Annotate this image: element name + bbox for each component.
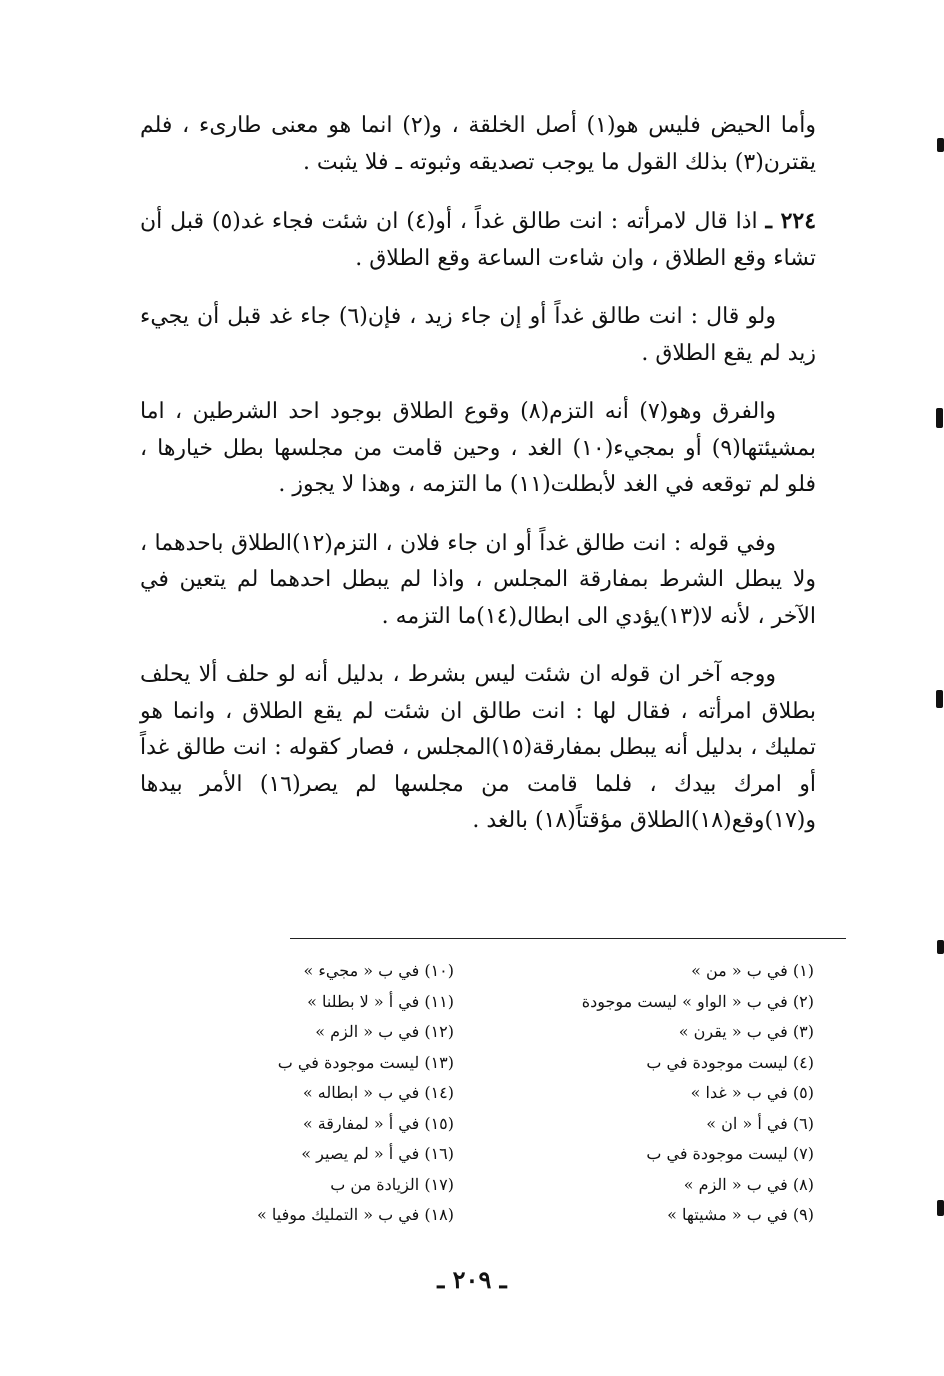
footnotes-right-column <box>514 956 814 1231</box>
footnote: (٩) في ب « مشيتها » <box>667 1205 814 1224</box>
paragraph: والفرق وهو(٧) أنه التزم(٨) وقوع الطلاق بوجود احد الشرطين ، اما بمشيئتها(٩) أو بمجيء(١٠) الغد ، وحين قامت من مجلسها بطل خيارها ، فلو لم توقعه في الغد لأبطلت(١١) ما التزمه ، وهذا لا يجوز . <box>140 399 816 497</box>
paragraph: ووجه آخر ان قوله ان شئت ليس بشرط ، بدليل أنه لو حلف ألا يحلف بطلاق امرأته ، فقال لها : انت طالق ان شئت لم يقع الطلاق ، وانما هو تمليك ، بدليل أنه يبطل بمفارقة(١٥)المجلس ، فصار كقوله : انت طالق غداً أو امرك بيدك ، فلما قامت من مجلسها لم يصر(١٦) الأمر بيدها و(١٧)وقع(١٨)الطلاق مؤقتاً(١٨) بالغد . <box>140 662 816 833</box>
footnote: (٣) في ب « يقرن » <box>678 1022 814 1041</box>
footnote: (١٥) في أ « لمفارقة » <box>302 1113 454 1133</box>
footnote: (١٠) في ب « مجيء » <box>303 961 454 980</box>
footnote: (٤) ليست موجودة في ب <box>646 1052 814 1072</box>
paragraph: وأما الحيض فليس هو(١) أصل الخلقة ، و(٢) انما هو معنى طارىء ، فلم يقترن(٣) بذلك القول ما يوجب تصديقه وثبوته ـ فلا يثبت . <box>140 113 816 175</box>
paragraph: ولو قال : انت طالق غداً أو إن جاء زيد ، فإن(٦) جاء غد قبل أن يجيء زيد لم يقع الطلاق . <box>140 304 816 366</box>
footnote: (٨) في ب « الزم » <box>683 1174 814 1194</box>
paragraph-numbered <box>140 203 816 277</box>
binding-mark <box>936 408 943 428</box>
footnote: (١١) في أ « لا بطلنا » <box>307 991 454 1011</box>
footnote: (٢) في ب « الواو » ليست موجودة <box>581 991 814 1011</box>
section-number: ٢٢٤ ـ <box>765 208 817 234</box>
page-number: ـ ٢٠٩ ـ <box>437 1265 507 1294</box>
footnote: (٦) في أ « ان » <box>706 1113 814 1133</box>
footnote: (١) في ب « من » <box>691 961 814 980</box>
binding-mark <box>937 1200 944 1216</box>
footnote: (١٦) في أ « لم يصير » <box>301 1144 454 1163</box>
footnote: (١٣) ليست موجودة في ب <box>277 1052 454 1072</box>
paragraph-text: اذا قال لامرأته : انت طالق غداً ، أو(٤) ان شئت فجاء غد(٥) قبل أن تشاء وقع الطلاق ، وان شاءت الساعة وقع الطلاق . <box>140 209 816 271</box>
footnote: (١٤) في ب « ابطاله » <box>302 1083 454 1102</box>
binding-mark <box>936 690 943 708</box>
paragraph: وفي قوله : انت طالق غداً أو ان جاء فلان ، التزم(١٢)الطلاق باحدهما ، ولا يبطل الشرط بمفارقة المجلس ، واذا لم يبطل احدهما لم يتعين في الآخر ، لأنه لا(١٣)يؤدي الى ابطال(١٤)ما التزمه . <box>140 530 816 629</box>
binding-mark <box>937 940 944 954</box>
footnote-divider <box>290 938 846 939</box>
footnote: (١٨) في ب « التمليك موفيا » <box>256 1205 454 1224</box>
footnote: (٥) في ب « غدا » <box>690 1083 814 1102</box>
main-text <box>140 108 816 840</box>
footnote: (٧) ليست موجودة في ب <box>646 1144 814 1163</box>
footnotes-left-column <box>214 956 454 1231</box>
footnote: (١٧) الزيادة من ب <box>330 1174 454 1194</box>
binding-mark <box>937 138 944 152</box>
footnote: (١٢) في ب « الزم » <box>315 1022 454 1041</box>
